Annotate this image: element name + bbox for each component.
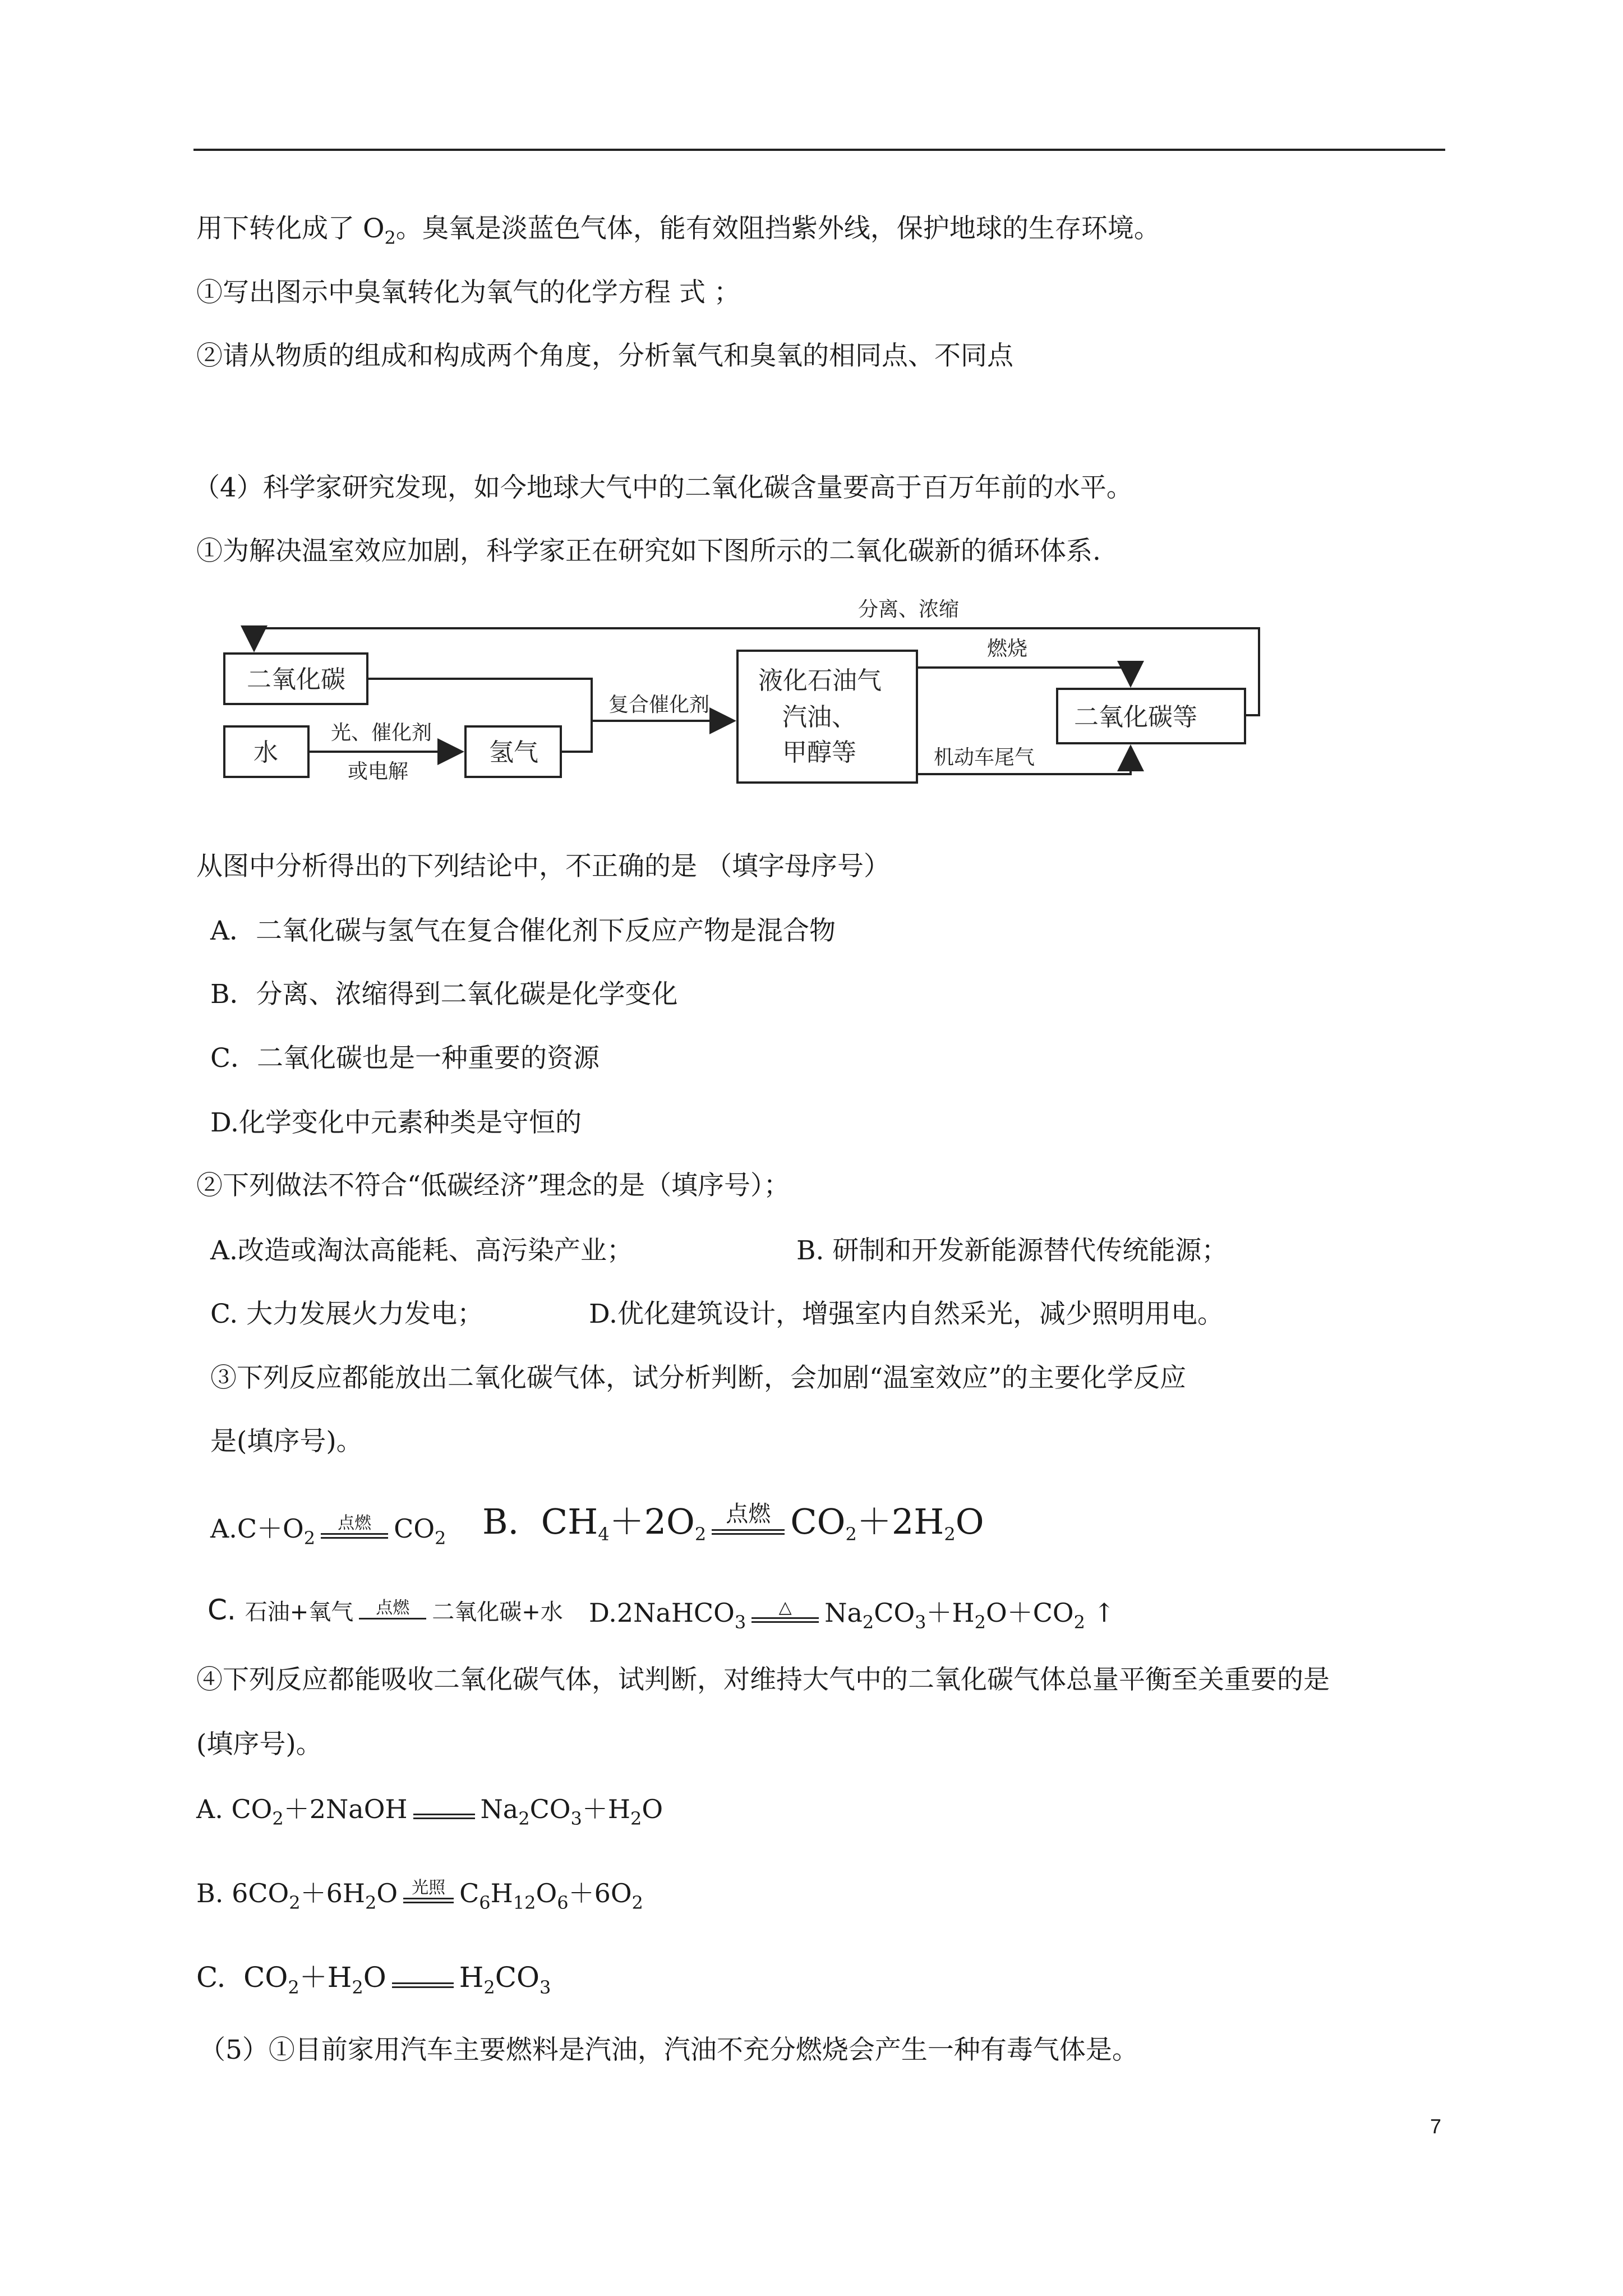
equation-3C: C. 石油+氧气 点燃 二氧化碳+水 [208, 1594, 563, 1626]
option-2-A: A.改造或淘汰高能耗、高污染产业； [210, 1235, 633, 1266]
option-D: D.化学变化中元素种类是守恒的 [210, 1107, 582, 1138]
electrolysis-label: 或电解 [348, 760, 409, 783]
light-catalyst-label: 光、催化剂 [331, 721, 432, 744]
composite-catalyst-label: 复合催化剂 [608, 693, 710, 716]
equation-4A: A. $CO_2+2NaOH$ $Na_2CO_3+H_2O$ [196, 1794, 663, 1829]
option-C: C．二氧化碳也是一种重要的资源 [210, 1043, 600, 1074]
equation-4C: C. $CO_2+H_2O$ $H_2CO_3$ [196, 1961, 551, 1998]
option-2-B: B. 研制和开发新能源替代传统能源； [796, 1235, 1228, 1266]
combustion-label: 燃烧 [987, 637, 1028, 660]
option-B: B．分离、浓缩得到二氧化碳是化学变化 [210, 979, 678, 1010]
equation-3A: $A.C+O_2$ 点燃 $CO_2$ [210, 1513, 446, 1549]
hydrogen-label: 氢气 [489, 738, 538, 767]
equation-3D: D.2NaHCO$_3$ △ $Na_2CO_3+H_2O+CO_2$ ↑ [589, 1598, 1115, 1633]
text-line: 用下转化成了 $O_2$。臭氧是淡蓝色气体，能有效阻挡紫外线，保护地球的生存环境。 [196, 213, 1160, 249]
question-4-4: ④下列反应都能吸收二氧化碳气体，试判断，对维持大气中的二氧化碳气体总量平衡至关重要的是 [196, 1664, 1330, 1695]
products-label-3: 甲醇等 [782, 738, 856, 767]
separation-label: 分离、浓缩 [858, 598, 960, 621]
question-4-3: ③下列反应都能放出二氧化碳气体，试分析判断，会加剧“温室效应”的主要化学反应 [210, 1363, 1187, 1393]
question-4-2: ②下列做法不符合“低碳经济”理念的是（填序号）； [196, 1170, 790, 1201]
equation-3B: B. CH4＋2O2 点燃 CO2＋2H2O [482, 1501, 984, 1545]
header-rule [193, 149, 1445, 151]
exhaust-label: 机动车尾气 [934, 746, 1035, 769]
co2-label: 二氧化碳 [247, 665, 345, 694]
question-5: （5）①目前家用汽车主要燃料是汽油，汽油不充分燃烧会产生一种有毒气体是。 [199, 2035, 1138, 2065]
page-number: 7 [1430, 2115, 1442, 2138]
question-4-1-prompt: 从图中分析得出的下列结论中，不正确的是 （填字母序号） [196, 851, 890, 882]
co2-etc-label: 二氧化碳等 [1074, 703, 1197, 731]
products-label-1: 液化石油气 [758, 666, 882, 695]
co2-cycle-diagram [213, 589, 1279, 802]
question-4-3-cont: 是(填序号)。 [210, 1426, 363, 1457]
option-2-C: C. 大力发展火力发电； [210, 1299, 484, 1329]
products-label-2: 汽油、 [782, 703, 856, 731]
question-3-2: ②请从物质的组成和构成两个角度，分析氧气和臭氧的相同点、不同点 [196, 341, 1013, 371]
question-4-1: ①为解决温室效应加剧，科学家正在研究如下图所示的二氧化碳新的循环体系. [196, 536, 1101, 567]
question-3-1: ①写出图示中臭氧转化为氧气的化学方程 式 ； [196, 277, 740, 308]
option-A: A．二氧化碳与氢气在复合催化剂下反应产物是混合物 [210, 915, 836, 946]
question-4-4-cont: (填序号)。 [196, 1729, 322, 1760]
equation-4B: B. $6CO_2+6H_2O$ 光照 $C_6H_{12}O_6+6O_2$ [196, 1878, 643, 1913]
water-label: 水 [253, 738, 278, 767]
question-4: （4）科学家研究发现，如今地球大气中的二氧化碳含量要高于百万年前的水平。 [193, 472, 1133, 503]
option-2-D: D.优化建筑设计，增强室内自然采光，减少照明用电。 [589, 1299, 1224, 1329]
